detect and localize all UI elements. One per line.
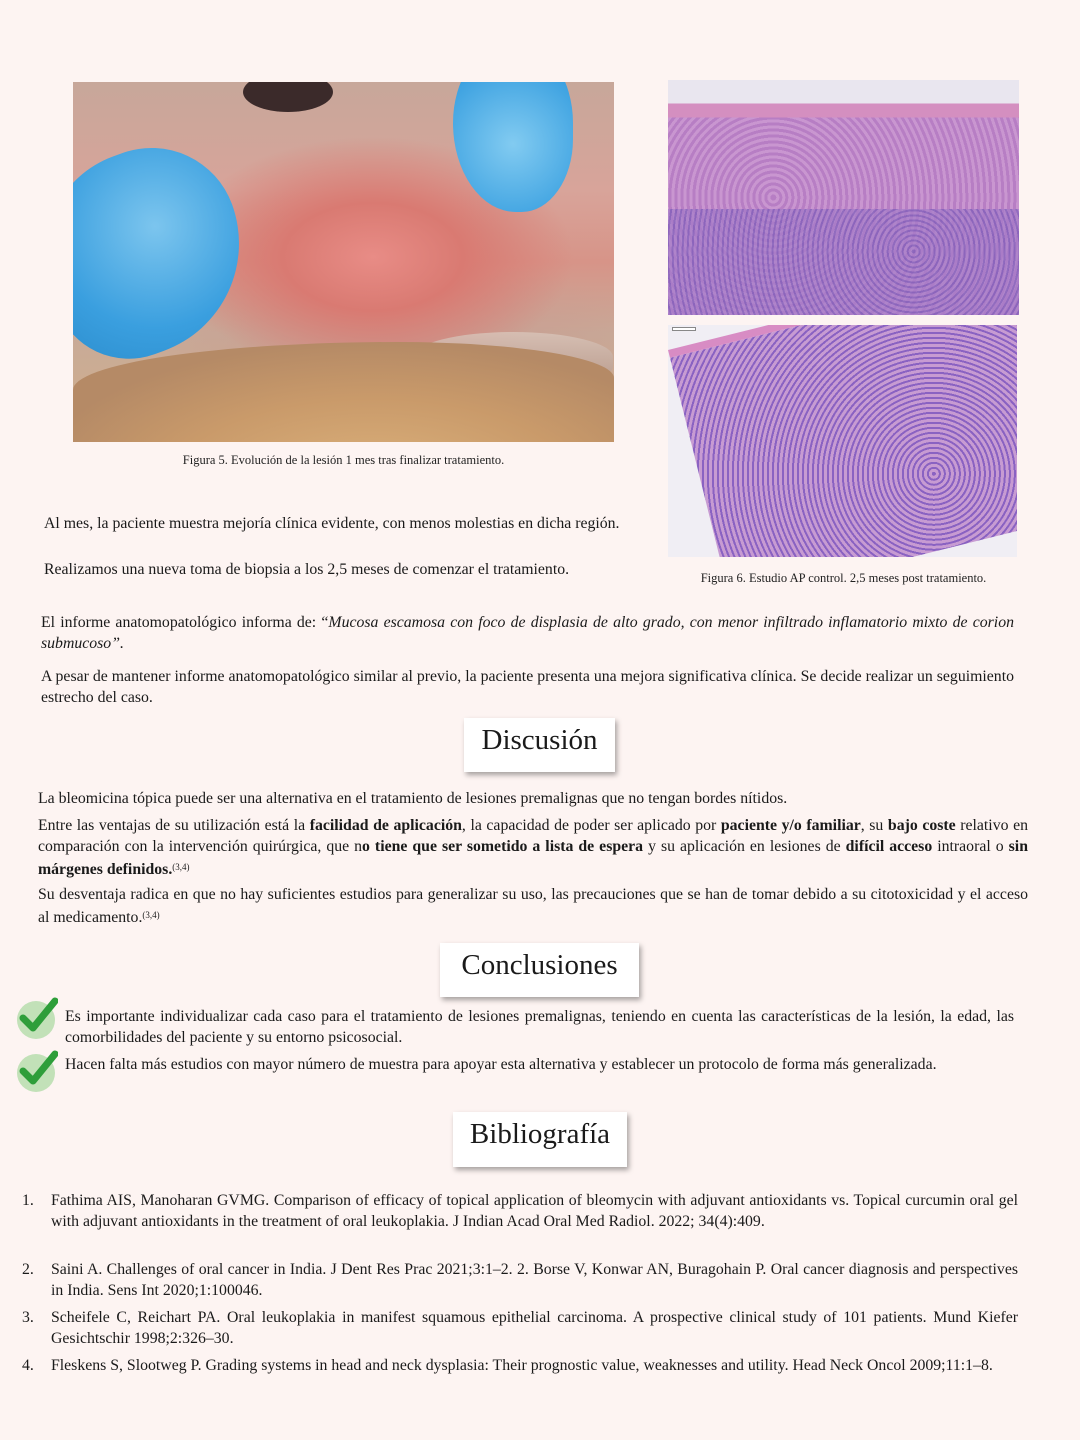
check-icon — [14, 1049, 58, 1093]
scale-bar — [672, 327, 696, 331]
discussion-heading: Discusión — [464, 718, 615, 772]
figure-5-caption: Figura 5. Evolución de la lesión 1 mes tras finalizar tratamiento. — [182, 453, 505, 467]
bibliography-heading: Bibliografía — [453, 1112, 627, 1167]
bibliography-item — [22, 1355, 1018, 1376]
conclusion-item-2: Hacen falta más estudios con mayor número de muestra para apoyar esta alternativa y establecer un protocolo de forma más generalizada. — [65, 1056, 937, 1073]
intro-paragraph-4: A pesar de mantener informe anatomopatológico similar al previo, la paciente presenta una mejora significativa clínica. Se decide realizar un seguimiento estrecho del caso. — [41, 668, 1014, 706]
bibliography-text: Fathima AIS, Manoharan GVMG. Comparison of efficacy of topical application of bleomycin with adjuvant antioxidants vs. Topical curcumin oral gel with adjuvant antioxidants in the treatment of oral leukoplakia. J Indian Acad Oral Med Radiol. 2022; 34(4):409. — [51, 1192, 1018, 1230]
conclusions-heading: Conclusiones — [440, 943, 639, 997]
text-run: Entre las ventajas de su utilización está la — [38, 817, 310, 834]
bibliography-text: Scheifele C, Reichart PA. Oral leukoplakia in manifest squamous epithelial carcinoma. A prospective clinical study of 101 patients. Mund Kiefer Gesichtschir 1998;2:326–30. — [51, 1309, 1018, 1347]
glove-left — [73, 124, 271, 380]
intro-paragraph-3 — [41, 612, 1014, 654]
bibliography-item — [22, 1307, 1018, 1349]
bibliography-text: Fleskens S, Slootweg P. Grading systems in head and neck dysplasia: Their prognostic value, weaknesses and utility. Head Neck Oncol 2009;11:1–8. — [51, 1357, 993, 1374]
figure-5-photo — [73, 82, 614, 442]
intro-paragraph-1: Al mes, la paciente muestra mejoría clínica evidente, con menos molestias en dicha región. — [44, 515, 620, 532]
bibliography-number: 3. — [22, 1309, 34, 1326]
text-run: relativo en comparación con la intervención quirúrgica, que n — [38, 817, 1028, 855]
citation-ref: (3,4) — [172, 862, 190, 872]
histology-tissue — [668, 325, 1017, 557]
text-run: , su — [860, 817, 888, 834]
bold-run: sin márgenes definidos. — [38, 838, 1028, 878]
discussion-paragraph-3 — [38, 884, 1028, 928]
bibliography-item — [22, 1259, 1018, 1301]
conclusion-item-1: Es importante individualizar cada caso para el tratamiento de lesiones premalignas, teniendo en cuenta las características de la lesión, la edad, las comorbilidades del paciente y su entorno psicosocial. — [65, 1008, 1014, 1046]
citation-ref: (3,4) — [142, 910, 160, 920]
bibliography-number: 4. — [22, 1357, 34, 1374]
mouth-shadow — [243, 82, 333, 112]
bibliography-number: 1. — [22, 1192, 34, 1209]
report-prefix: El informe anatomopatológico informa de: “ — [41, 614, 329, 631]
glove-right — [453, 82, 573, 212]
bibliography-item — [22, 1190, 1018, 1232]
text-run: , la capacidad de poder ser aplicado por — [461, 817, 721, 834]
bold-run: o tiene que ser sometido a lista de espera — [362, 838, 644, 855]
text-run: Su desventaja radica en que no hay suficientes estudios para generalizar su uso, las precauciones que se han de tomar debido a su citotoxicidad y el acceso al medicamento. — [38, 886, 1028, 926]
report-quote: Mucosa escamosa con foco de displasia de alto grado, con menor infiltrado inflamatorio mixto de corion submucoso”. — [41, 614, 1014, 652]
figure-6-histology-bottom — [668, 325, 1017, 557]
text-run: y su aplicación en lesiones de — [643, 838, 846, 855]
bold-run: facilidad de aplicación — [309, 817, 462, 834]
discussion-paragraph-2 — [38, 815, 1028, 880]
bibliography-text: Saini A. Challenges of oral cancer in India. J Dent Res Prac 2021;3:1–2. 2. Borse V, Konwar AN, Buragohain P. Oral cancer diagnosis and perspectives in India. Sens Int 2020;1:100046. — [51, 1261, 1018, 1299]
figure-6-caption: Figura 6. Estudio AP control. 2,5 meses post tratamiento. — [700, 571, 987, 585]
bold-run: difícil acceso — [845, 838, 933, 855]
discussion-paragraph-1: La bleomicina tópica puede ser una alternativa en el tratamiento de lesiones premalignas que no tengan bordes nítidos. — [38, 790, 788, 807]
check-icon — [14, 996, 58, 1040]
text-run: intraoral o — [932, 838, 1009, 855]
bibliography-number: 2. — [22, 1261, 34, 1278]
intro-paragraph-2: Realizamos una nueva toma de biopsia a los 2,5 meses de comenzar el tratamiento. — [44, 561, 570, 578]
bold-run: paciente y/o familiar — [720, 817, 861, 834]
figure-6-histology-top — [668, 80, 1019, 315]
bold-run: bajo coste — [887, 817, 956, 834]
chin-skin — [73, 342, 614, 442]
